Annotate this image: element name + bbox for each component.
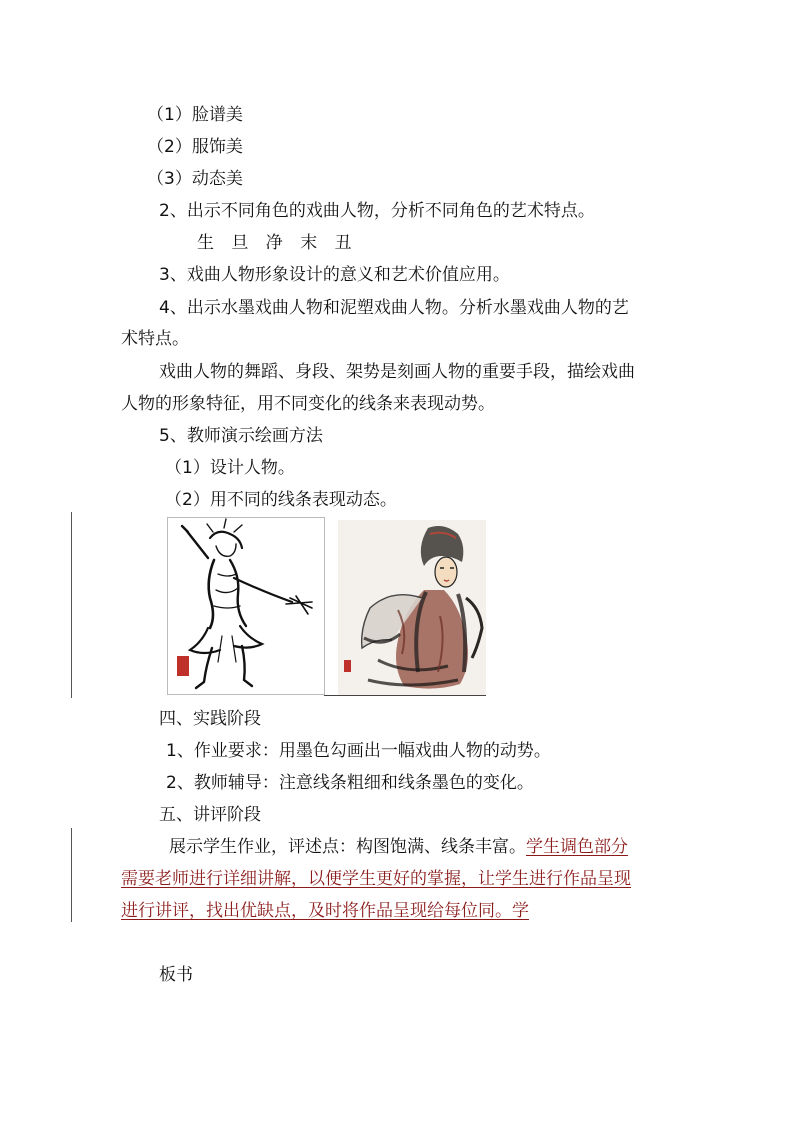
- section-5-line-1: [169, 836, 628, 858]
- revision-inserted-text-3: 进行讲评，找出优缺点，及时将作品呈现给每位同。学: [121, 901, 529, 921]
- seal-stamp-icon-2: [344, 660, 351, 672]
- ink-opera-figure-image: [167, 517, 325, 695]
- list-item-face: （1）脸谱美: [147, 105, 243, 125]
- step-5-item-1: （1）设计人物。: [165, 458, 295, 478]
- section-4-item-1: 1、作业要求：用墨色勾画出一幅戏曲人物的动势。: [166, 741, 551, 761]
- roles-line: 生 旦 净 末 丑: [197, 233, 358, 253]
- revision-inserted-text-2: 需要老师进行详细讲解，以便学生更好的掌握，让学生进行作品呈现: [121, 869, 631, 889]
- step-3: 3、戏曲人物形象设计的意义和艺术价值应用。: [159, 265, 510, 285]
- step-4-line-2: 术特点。: [121, 329, 189, 349]
- step-5: 5、教师演示绘画方法: [159, 426, 323, 446]
- revision-bar-2: [71, 828, 72, 922]
- paragraph-line-2: 人物的形象特征，用不同变化的线条来表现动势。: [121, 394, 495, 414]
- image-baseline: [324, 695, 486, 696]
- section-4-title: 四、实践阶段: [159, 709, 261, 729]
- board-heading: 板书: [159, 965, 193, 985]
- section-5-line-1-text: 展示学生作业，评述点：构图饱满、线条丰富。: [169, 837, 526, 857]
- paragraph-line-1: 戏曲人物的舞蹈、身段、架势是刻画人物的重要手段，描绘戏曲: [159, 362, 635, 382]
- list-item-motion: （3）动态美: [147, 169, 243, 189]
- step-4-line-1: 4、出示水墨戏曲人物和泥塑戏曲人物。分析水墨戏曲人物的艺: [159, 298, 629, 318]
- step-2: 2、出示不同角色的戏曲人物，分析不同角色的艺术特点。: [159, 201, 595, 221]
- step-5-item-2: （2）用不同的线条表现动态。: [165, 490, 397, 510]
- revision-bar: [71, 512, 72, 698]
- seal-stamp-icon: [177, 656, 189, 676]
- section-4-item-2: 2、教师辅导：注意线条粗细和线条墨色的变化。: [166, 773, 534, 793]
- list-item-costume: （2）服饰美: [147, 137, 243, 157]
- ink-opera-figure-drawing: [168, 518, 324, 694]
- revision-inserted-text-1: 学生调色部分: [526, 837, 628, 857]
- section-5-title: 五、讲评阶段: [159, 805, 261, 825]
- wash-opera-figure-image: [338, 520, 486, 696]
- wash-opera-figure-drawing: [338, 520, 486, 696]
